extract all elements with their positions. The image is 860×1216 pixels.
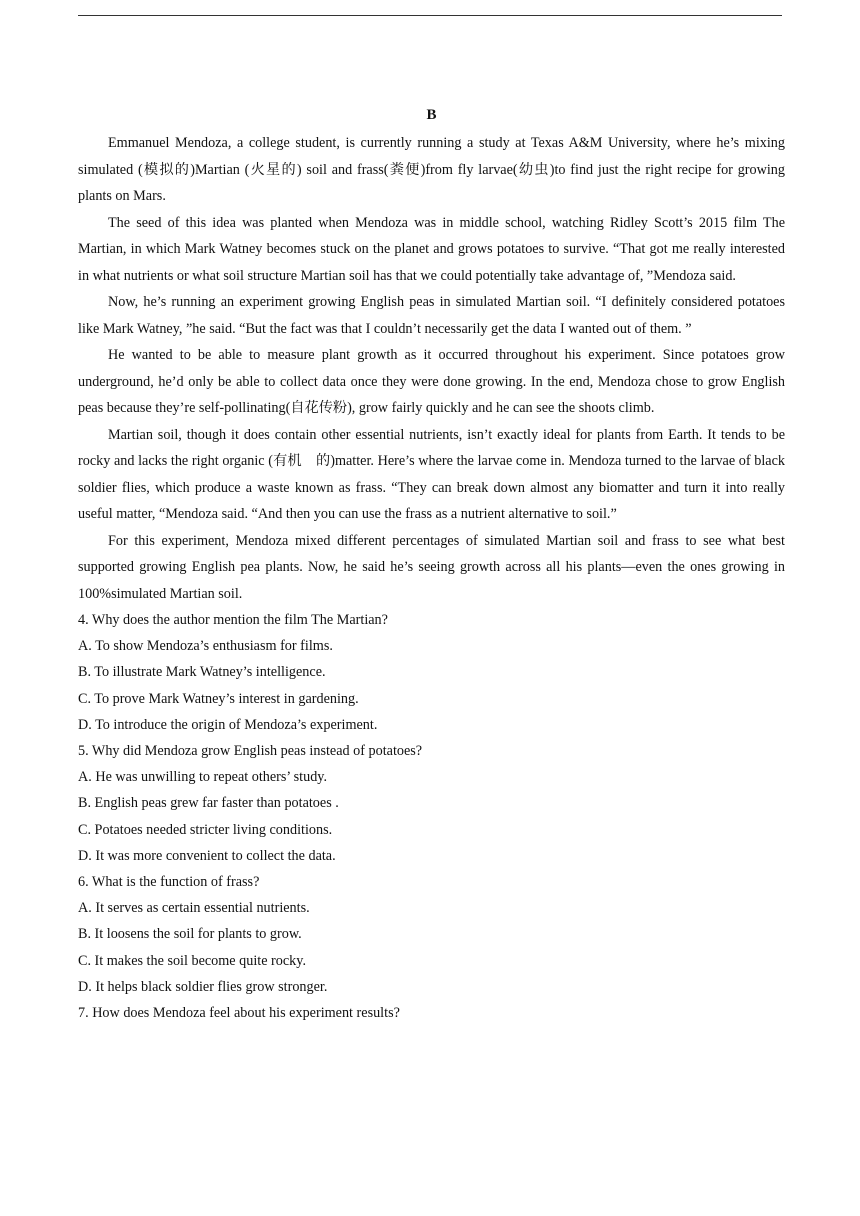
option-c: C. To prove Mark Watney’s interest in gardening. <box>78 690 359 707</box>
paragraph-2: The seed of this idea was planted when Mendoza was in middle school, watching Ridley Scott’s 2015 film The Martian, in which Mark Watney becomes stuck on the planet and grows potatoes to survive. “That got me really interested in what nutrients or what soil structure Martian soil has that we could potentially take advantage of, ”Mendoza said. <box>78 214 785 284</box>
option-d: D. It was more convenient to collect the data. <box>78 847 336 864</box>
question-stem: 7. How does Mendoza feel about his experiment results? <box>78 1005 400 1022</box>
question-stem: 4. Why does the author mention the film The Martian? <box>78 612 388 628</box>
header-rule <box>78 15 782 16</box>
section-title: B <box>426 107 437 123</box>
question-7 <box>78 1000 785 1026</box>
paragraph-6: For this experiment, Mendoza mixed different percentages of simulated Martian soil and frass to see what best supported growing English pea plants. Now, he said he’s seeing growth across all his plants—even the ones growing in 100%simulated Martian soil. <box>78 532 785 602</box>
option-b: B. To illustrate Mark Watney’s intelligence. <box>78 664 326 681</box>
option-a: A. He was unwilling to repeat others’ study. <box>78 769 328 786</box>
paragraph-4: He wanted to be able to measure plant growth as it occurred throughout his experiment. Since potatoes grow underground, he’d only be able to collect data once they were done growing. In the end, Mendoza chose to grow English peas because they’re self-pollinating(自花传粉), grow fairly quickly and he can see the shoots climb. <box>78 347 785 416</box>
paragraph-3: Now, he’s running an experiment growing English peas in simulated Martian soil. “I definitely considered potatoes like Mark Watney, ”he said. “But the fact was that I couldn’t necessarily get the data I wanted out of them. ” <box>78 294 785 337</box>
paragraph-5: Martian soil, though it does contain other essential nutrients, isn’t exactly ideal for plants from Earth. It tends to be rocky and lacks the right organic (有机 的)matter. Here’s where the larvae come in. Mendoza turned to the larvae of black soldier flies, which produce a waste known as frass. “They can break down almost any biomatter and turn it into really useful matter, “Mendoza said. “And then you can use the frass as a nutrient alternative to soil.” <box>78 426 785 522</box>
document-body <box>78 103 785 1026</box>
question-stem: 6. What is the function of frass? <box>78 874 260 891</box>
question-6 <box>78 869 785 1000</box>
option-b: B. It loosens the soil for plants to grow. <box>78 926 302 943</box>
option-a: A. It serves as certain essential nutrients. <box>78 900 310 917</box>
question-stem: 5. Why did Mendoza grow English peas instead of potatoes? <box>78 743 423 760</box>
option-a: A. To show Mendoza’s enthusiasm for films. <box>78 638 333 655</box>
option-c: C. Potatoes needed stricter living conditions. <box>78 821 333 838</box>
option-b: B. English peas grew far faster than potatoes . <box>78 795 339 812</box>
question-4 <box>78 607 785 738</box>
option-d: D. It helps black soldier flies grow stronger. <box>78 978 328 995</box>
paragraph-1: Emmanuel Mendoza, a college student, is currently running a study at Texas A&M University, where he’s mixing simulated (模拟的)Martian (火星的) soil and frass(粪便)from fly larvae(幼虫)to find just the right recipe for growing plants on Mars. <box>78 135 785 204</box>
option-c: C. It makes the soil become quite rocky. <box>78 952 306 969</box>
question-5 <box>78 738 785 869</box>
option-d: D. To introduce the origin of Mendoza’s experiment. <box>78 716 378 733</box>
